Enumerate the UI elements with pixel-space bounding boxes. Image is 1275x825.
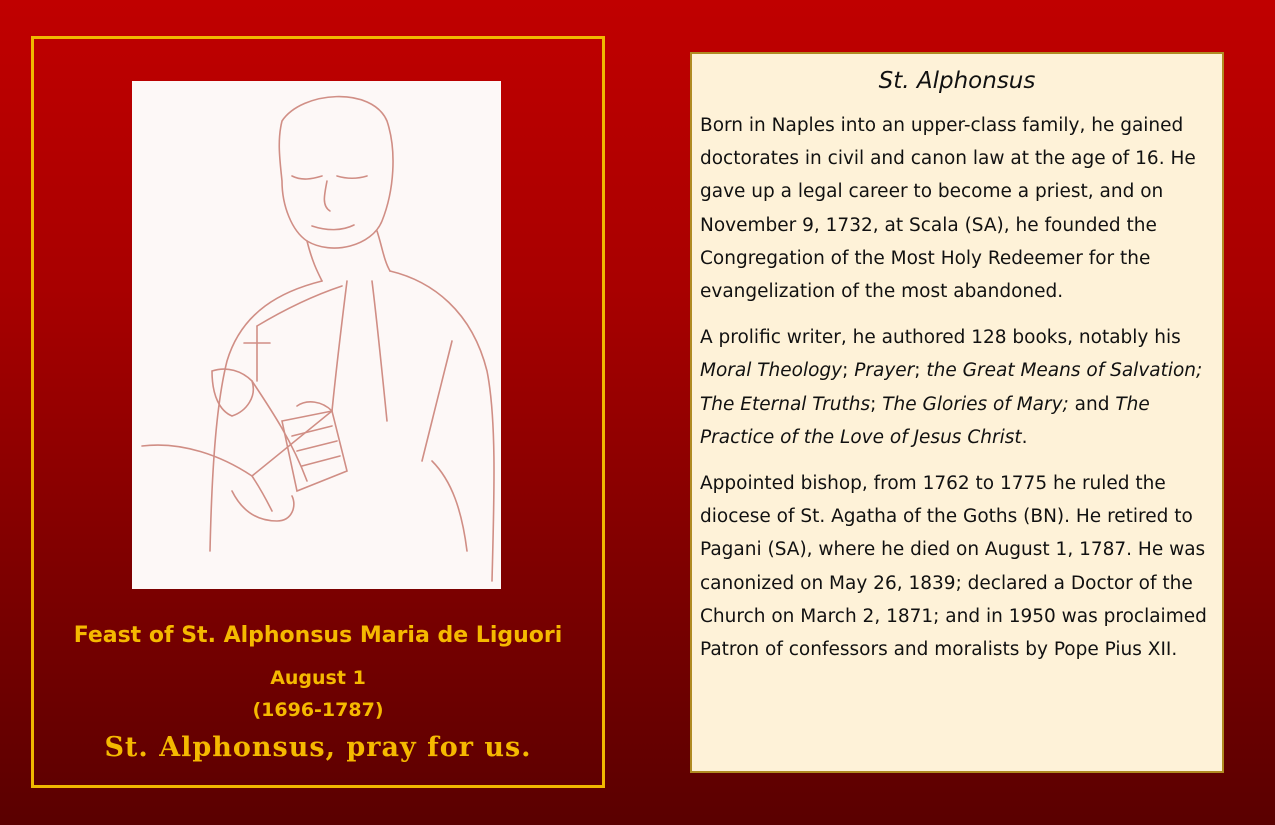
book-title: Moral Theology bbox=[700, 360, 843, 382]
book-title: The Eternal Truths bbox=[700, 393, 871, 415]
bio-paragraph-2 bbox=[700, 321, 1214, 454]
bio-text: ; bbox=[870, 393, 883, 415]
book-title: the Great Means of Salvation; bbox=[926, 360, 1203, 382]
feast-date: August 1 bbox=[270, 667, 366, 689]
bio-paragraph-1: Born in Naples into an upper-class family, he gained doctorates in civil and canon law at the age of 16. He gave up a legal career to become a priest, and on November 9, 1732, at Scala (SA), he founded the Congregation of the Most Holy Redeemer for the evangelization of the most abandoned. bbox=[700, 115, 1196, 303]
feast-title: Feast of St. Alphonsus Maria de Liguori bbox=[73, 623, 563, 648]
book-title: Prayer bbox=[854, 360, 915, 382]
book-title: The Practice of the Love of Jesus Christ bbox=[700, 393, 1150, 448]
invocation: St. Alphonsus, pray for us. bbox=[104, 732, 532, 763]
bio-text: A prolific writer, he authored 128 books, notably his bbox=[700, 327, 1181, 349]
bio-text: . bbox=[1021, 426, 1028, 448]
bio-text: ; bbox=[914, 360, 927, 382]
bio-paragraph-3: Appointed bishop, from 1762 to 1775 he ruled the diocese of St. Agatha of the Goths (BN). He retired to Pagani (SA), where he died on August 1, 1787. He was canonized on May 26, 1839; declared a Doctor of the Church on March 2, 1871; and in 1950 was proclaimed Patron of confessors and moralists by Pope Pius XII. bbox=[700, 473, 1207, 661]
bio-text: and bbox=[1068, 393, 1116, 415]
saint-portrait bbox=[132, 81, 501, 589]
bio-text: ; bbox=[842, 360, 855, 382]
bio-heading: St. Alphonsus bbox=[878, 68, 1036, 94]
saint-portrait-sketch-icon bbox=[132, 81, 501, 589]
biography-panel bbox=[690, 52, 1224, 773]
book-title: The Glories of Mary; bbox=[882, 393, 1069, 415]
feast-years: (1696-1787) bbox=[252, 699, 384, 721]
